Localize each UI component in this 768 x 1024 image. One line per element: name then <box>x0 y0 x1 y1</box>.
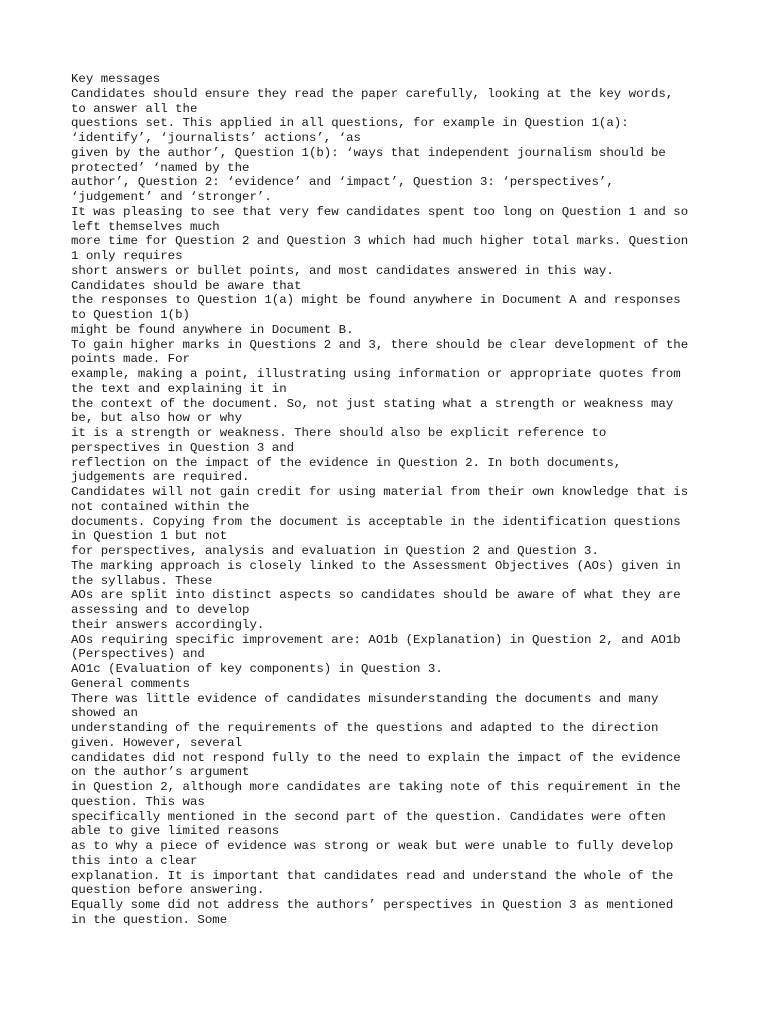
text-line: Candidates should be aware that <box>71 278 302 293</box>
text-line: in Question 1 but not <box>71 529 228 544</box>
text-line: the syllabus. These <box>71 573 213 588</box>
text-line: reflection on the impact of the evidence in Question 2. In both documents, <box>71 455 622 470</box>
text-line: for perspectives, analysis and evaluation in Question 2 and Question 3. <box>71 544 599 558</box>
text-line: points made. For <box>71 352 190 367</box>
text-line: specifically mentioned in the second part of the question. Candidates were often <box>71 809 666 824</box>
text-line: 1 only requires <box>71 249 183 263</box>
text-line: AO1c (Evaluation of key components) in Question 3. <box>71 662 443 676</box>
text-line: given. However, several <box>71 735 243 750</box>
text-line: author’, Question 2: ‘evidence’ and ‘impact’, Question 3: ‘perspectives’, <box>71 175 614 190</box>
text-line: question before answering. <box>71 883 265 898</box>
text-line: questions set. This applied in all questions, for example in Question 1(a): <box>71 116 629 131</box>
text-line: in the question. Some <box>71 912 228 927</box>
text-line: the context of the document. So, not just stating what a strength or weakness may <box>71 396 674 411</box>
text-line: able to give limited reasons <box>71 824 280 839</box>
text-line: the responses to Question 1(a) might be found anywhere in Document A and responses <box>71 293 681 308</box>
text-line: Key messages <box>71 72 161 86</box>
text-line: judgements are required. <box>71 470 250 485</box>
text-line: perspectives in Question 3 and <box>71 440 295 455</box>
text-line: in Question 2, although more candidates are taking note of this requirement in the <box>71 780 681 794</box>
text-line: There was little evidence of candidates misunderstanding the documents and many <box>71 691 659 706</box>
text-line: ‘judgement’ and ‘stronger’. <box>71 190 272 204</box>
text-line: it is a strength or weakness. There should also be explicit reference to <box>71 426 607 440</box>
text-line: To gain higher marks in Questions 2 and 3, there should be clear development of the <box>71 337 689 352</box>
document-page <box>71 72 711 928</box>
text-line: the text and explaining it in <box>71 381 287 396</box>
text-line: documents. Copying from the document is acceptable in the identification questions <box>71 514 681 529</box>
text-line: not contained within the <box>71 499 250 514</box>
text-line: (Perspectives) and <box>71 647 205 662</box>
text-line: Candidates should ensure they read the paper carefully, looking at the key words, <box>71 86 674 101</box>
text-line: as to why a piece of evidence was strong or weak but were unable to fully develop <box>71 839 674 853</box>
text-line: their answers accordingly. <box>71 617 265 632</box>
text-line: this into a clear <box>71 853 198 868</box>
text-line: short answers or bullet points, and most candidates answered in this way. <box>71 263 614 278</box>
text-line: protected’ ‘named by the <box>71 160 250 175</box>
text-line: assessing and to develop <box>71 603 250 617</box>
text-line: might be found anywhere in Document B. <box>71 322 354 337</box>
text-line: The marking approach is closely linked to the Assessment Objectives (AOs) given in <box>71 558 681 573</box>
text-line: to answer all the <box>71 101 198 116</box>
text-line: AOs are split into distinct aspects so candidates should be aware of what they are <box>71 588 681 603</box>
text-line: on the author’s argument <box>71 765 250 780</box>
text-line: Equally some did not address the authors’ perspectives in Question 3 as mentioned <box>71 898 674 912</box>
text-line: example, making a point, illustrating using information or appropriate quotes from <box>71 367 681 381</box>
text-line: General comments <box>71 676 190 691</box>
text-line: It was pleasing to see that very few candidates spent too long on Question 1 and so <box>71 204 689 219</box>
text-line: Candidates will not gain credit for using material from their own knowledge that is <box>71 485 689 499</box>
text-line: explanation. It is important that candidates read and understand the whole of the <box>71 868 674 883</box>
text-line: to Question 1(b) <box>71 308 190 322</box>
text-line: ‘identify’, ‘journalists’ actions’, ‘as <box>71 131 361 145</box>
text-line: AOs requiring specific improvement are: AO1b (Explanation) in Question 2, and AO1b <box>71 632 681 647</box>
text-line: more time for Question 2 and Question 3 which had much higher total marks. Question <box>71 234 689 249</box>
text-line: be, but also how or why <box>71 411 243 426</box>
text-line: candidates did not respond fully to the need to explain the impact of the evidence <box>71 750 681 765</box>
text-line: given by the author’, Question 1(b): ‘ways that independent journalism should be <box>71 145 666 160</box>
text-line: left themselves much <box>71 219 220 234</box>
text-line: showed an <box>71 706 138 721</box>
text-line: question. This was <box>71 794 205 809</box>
text-line: understanding of the requirements of the questions and adapted to the direction <box>71 721 659 735</box>
